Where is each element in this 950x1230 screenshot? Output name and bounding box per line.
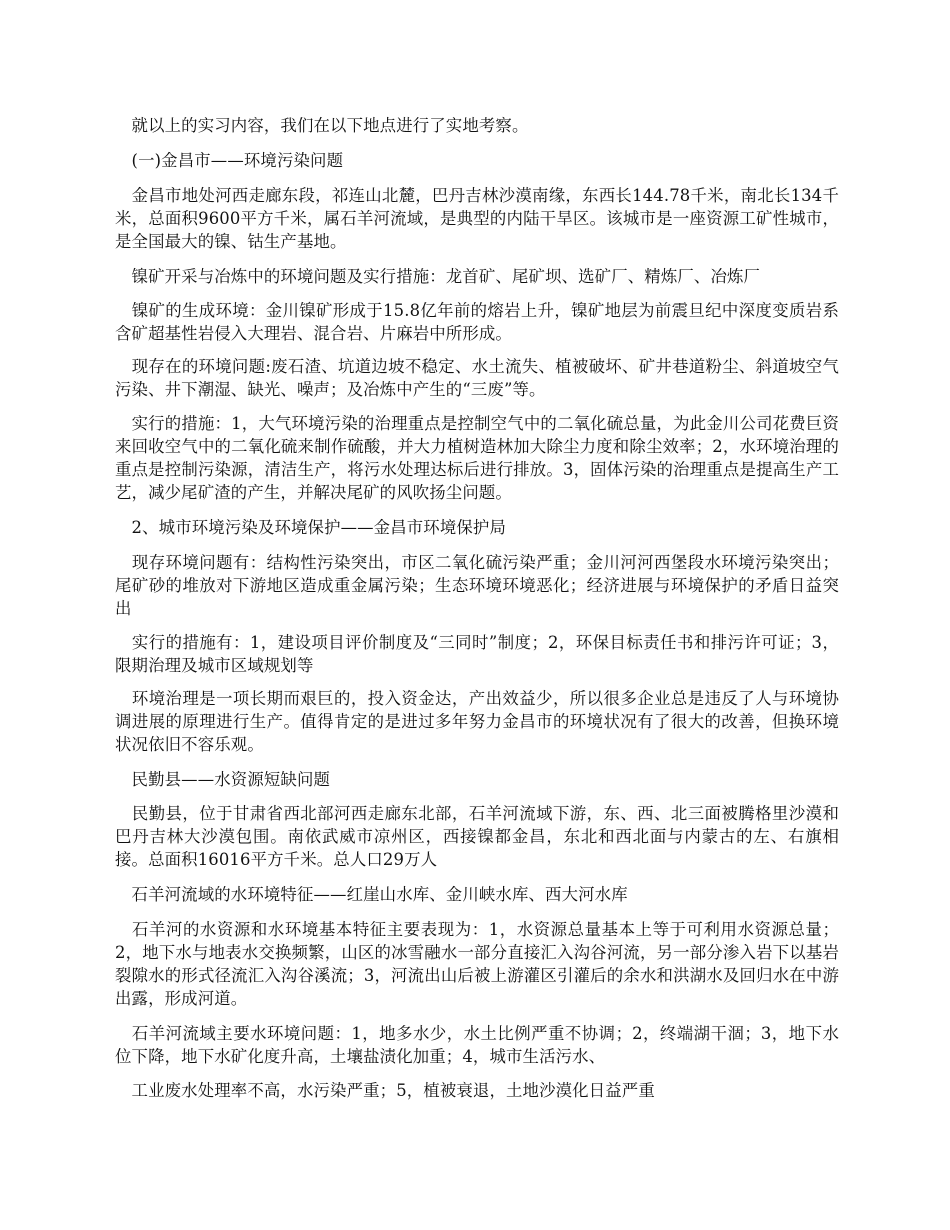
paragraph-nickel-mining-issues: 镍矿开采与冶炼中的环境问题及实行措施：龙首矿、尾矿坝、选矿厂、精炼厂、冶炼厂 (115, 267, 761, 286)
paragraph-current-problems: 现存环境问题有：结构性污染突出，市区二氧化硫污染严重；金川河河西堡段水环境污染突出；尾矿砂的堆放对下游地区造成重金属污染；生态环境环境恶化；经济进展与环境保护的矛盾日益突出 (115, 553, 839, 618)
paragraph-existing-problems: 现存在的环境问题:废石渣、坑道边坡不稳定、水土流失、植被破坏、矿井巷道粉尘、斜道坡空气污染、井下潮湿、缺光、噪声；及冶炼中产生的“三废”等。 (115, 357, 839, 399)
paragraph-minqin-overview: 民勤县，位于甘肃省西北部河西走廊东北部，石羊河流域下游，东、西、北三面被腾格里沙漠和巴丹吉林大沙漠包围。南依武威市凉州区，西接镍都金昌，东北和西北面与内蒙古的左、右旗相接。总面积16016平方千米。总人口29万人 (115, 804, 839, 869)
heading-minqin: 民勤县——水资源短缺问题 (115, 770, 331, 789)
paragraph-jinchang-overview: 金昌市地处河西走廊东段，祁连山北麓，巴丹吉林沙漠南缘，东西长144.78千米，南北长134千米，总面积9600平方千米，属石羊河流域，是典型的内陆干旱区。该城市是一座资源工矿性城市，是全国最大的镍、钴生产基地。 (115, 186, 839, 251)
heading-urban-pollution: 2、城市环境污染及环境保护——金昌市环境保护局 (115, 518, 507, 537)
heading-shiyang-water: 石羊河流域的水环境特征——红崖山水库、金川峡水库、西大河水库 (115, 885, 628, 904)
paragraph-water-problems: 石羊河流域主要水环境问题：1，地多水少，水土比例严重不协调；2，终端湖干涸；3，地下水位下降，地下水矿化度升高，土壤盐渍化加重；4，城市生活污水、 (115, 1024, 839, 1066)
heading-jinchang: (一)金昌市——环境污染问题 (115, 151, 344, 170)
paragraph-environment-governance: 环境治理是一项长期而艰巨的，投入资金达，产出效益少，所以很多企业总是违反了人与环境协调进展的原理进行生产。值得肯定的是进过多年努力金昌市的环境状况有了很大的改善，但换环境状况依旧不容乐观。 (115, 689, 839, 754)
paragraph-nickel-formation: 镍矿的生成环境：金川镍矿形成于15.8亿年前的熔岩上升，镍矿地层为前震旦纪中深度变质岩系含矿超基性岩侵入大理岩、混合岩、片麻岩中所形成。 (115, 301, 839, 343)
paragraph-intro: 就以上的实习内容，我们在以下地点进行了实地考察。 (115, 116, 529, 135)
paragraph-water-problems-continued: 工业废水处理率不高，水污染严重；5，植被衰退，土地沙漠化日益严重 (115, 1081, 655, 1100)
paragraph-measures-taken: 实行的措施有：1，建设项目评价制度及“三同时”制度；2，环保目标责任书和排污许可证；3，限期治理及城市区域规划等 (115, 633, 839, 675)
paragraph-measures: 实行的措施：1，大气环境污染的治理重点是控制空气中的二氧化硫总量，为此金川公司花费巨资来回收空气中的二氧化硫来制作硫酸，并大力植树造林加大除尘力度和除尘效率；2，水环境治理的重点是控制污染源，清洁生产，将污水处理达标后进行排放。3，固体污染的治理重点是提高生产工艺，减少尾矿渣的产生，并解决尾矿的风吹扬尘问题。 (115, 414, 839, 502)
paragraph-water-characteristics: 石羊河的水资源和水环境基本特征主要表现为：1，水资源总量基本上等于可利用水资源总量；2，地下水与地表水交换频繁，山区的冰雪融水一部分直接汇入沟谷河流，另一部分渗入岩下以基岩裂隙水的形式径流汇入沟谷溪流；3，河流出山后被上游灌区引灌后的余水和洪湖水及回归水在中游出露，形成河道。 (115, 920, 839, 1008)
